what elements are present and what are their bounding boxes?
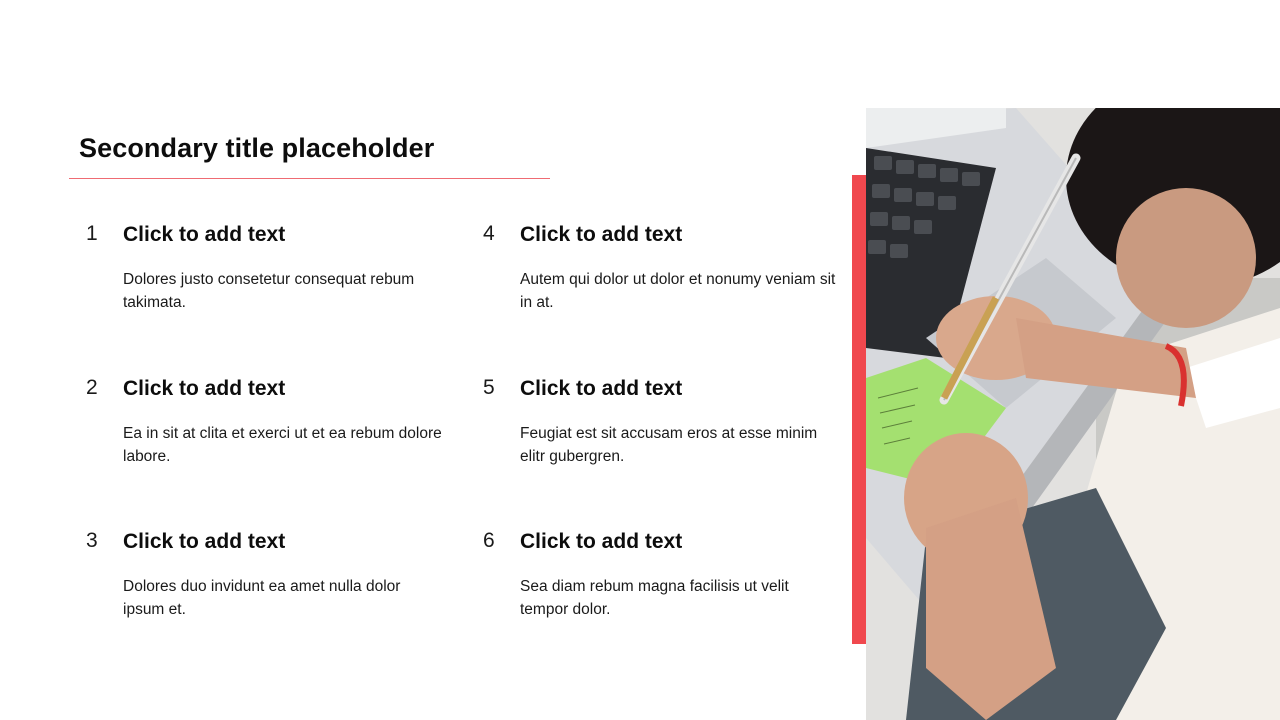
item-number: 5: [483, 376, 495, 399]
item-number: 3: [86, 529, 98, 552]
accent-bar: [852, 175, 866, 644]
item-heading[interactable]: Click to add text: [520, 223, 683, 246]
item-body[interactable]: Ea in sit at clita et exerci ut et ea rebum dolore labore.: [123, 425, 442, 465]
item-number: 4: [483, 222, 495, 245]
item-heading[interactable]: Click to add text: [123, 223, 286, 246]
photo-illustration: [866, 108, 1280, 720]
item-heading[interactable]: Click to add text: [520, 530, 683, 553]
item-number: 6: [483, 529, 495, 552]
item-body[interactable]: Autem qui dolor ut dolor et nonumy veniam sit in at.: [520, 271, 836, 311]
slide-title[interactable]: Secondary title placeholder: [79, 133, 435, 163]
item-heading[interactable]: Click to add text: [520, 377, 683, 400]
item-heading[interactable]: Click to add text: [123, 530, 286, 553]
item-body[interactable]: Dolores justo consetetur consequat rebum takimata.: [123, 271, 415, 311]
item-body[interactable]: Feugiat est sit accusam eros at esse minim elitr gubergren.: [520, 425, 818, 465]
title-divider: [69, 178, 550, 179]
item-body[interactable]: Sea diam rebum magna facilisis ut velit tempor dolor.: [520, 578, 789, 618]
item-number: 1: [86, 222, 98, 245]
item-body[interactable]: Dolores duo invidunt ea amet nulla dolor ipsum et.: [123, 578, 401, 618]
item-heading[interactable]: Click to add text: [123, 377, 286, 400]
photo-person-writing[interactable]: [866, 108, 1280, 720]
item-number: 2: [86, 376, 98, 399]
